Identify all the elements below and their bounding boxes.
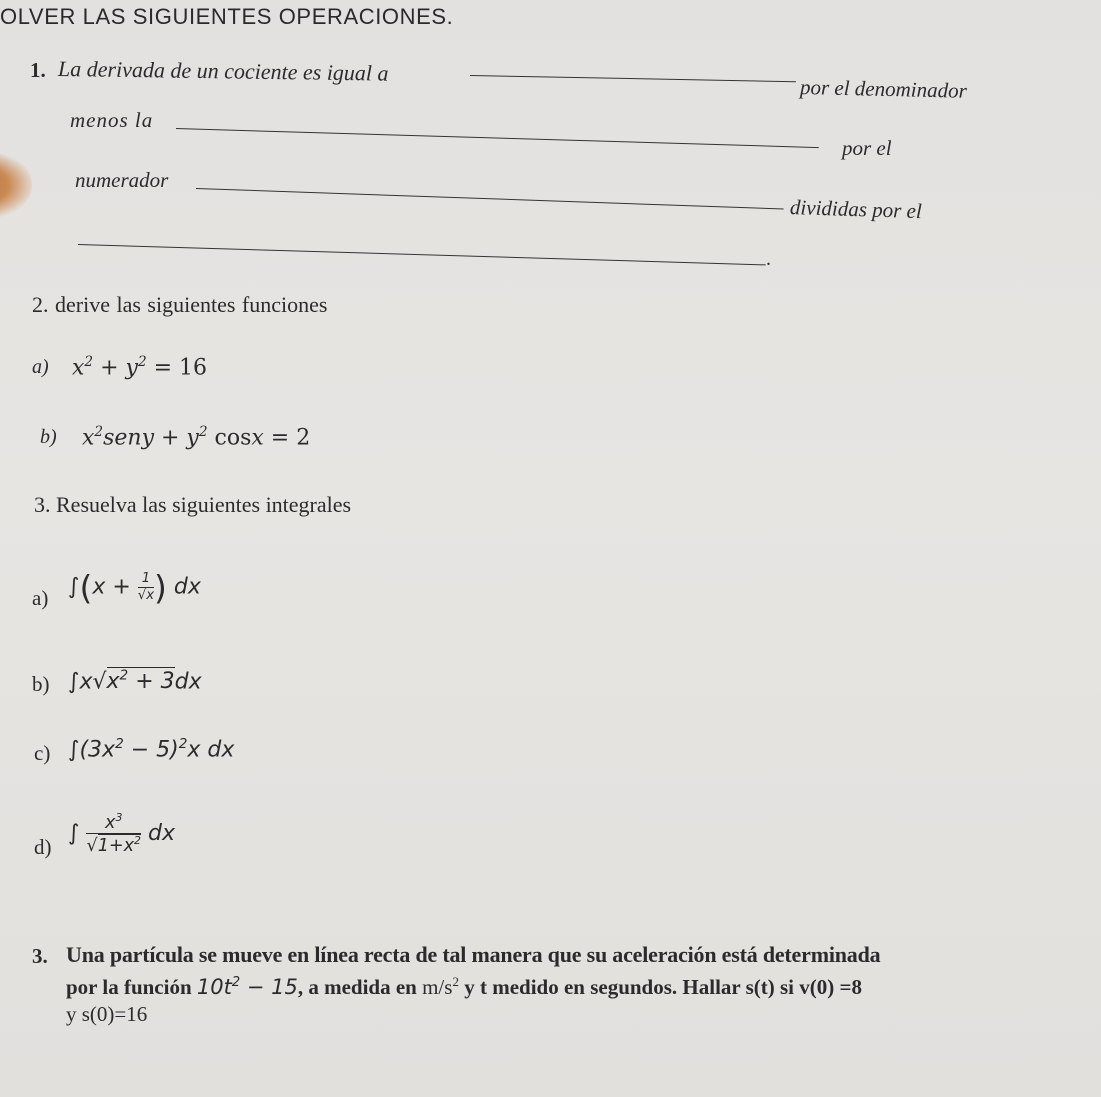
- q1-line1-text: La derivada de un cociente es igual a: [57, 56, 389, 86]
- q2b-equation: $x^2seny + y^2$ cosx = 2: [82, 424, 311, 451]
- q1-blank-4[interactable]: [78, 244, 766, 265]
- q3d-integral: ∫ $\frac{x^3}{√1+x^2}$ dx: [68, 811, 175, 857]
- q3b-label: b): [32, 672, 50, 696]
- q4-function: $10t^2 - 15$: [196, 975, 298, 999]
- q1-number: 1.: [30, 58, 46, 82]
- q4-line2-a: por la función: [66, 975, 192, 999]
- q4-line3: y s(0)=16: [66, 1002, 148, 1026]
- q4-line1: Una partícula se mueve en línea recta de tal manera que su aceleración está determinada: [66, 942, 881, 967]
- q4-unit: $m/s^2$: [422, 974, 459, 999]
- q1-blank-3[interactable]: [196, 188, 784, 210]
- q1-blank-1[interactable]: [470, 75, 796, 82]
- q2-title: 2. derive las siguientes funciones: [32, 292, 328, 317]
- q1-blank-2[interactable]: [176, 128, 819, 148]
- q2a-equation: $x^2 + y^2 = 16$: [72, 354, 208, 381]
- q1-line1-after: por el denominador: [799, 75, 968, 103]
- q4-number: 3.: [32, 944, 48, 968]
- q1-line4-period: .: [766, 248, 771, 270]
- q1-line3-after: divididas por el: [789, 195, 923, 224]
- q2b-label: b): [40, 426, 57, 448]
- q4-line2-b: , a medida en: [297, 975, 417, 999]
- q2a-label: a): [32, 356, 49, 378]
- q3-title: 3. Resuelva las siguientes integrales: [34, 492, 352, 517]
- q3b-integral: $\int x√x^2 + 3dx$: [68, 668, 202, 695]
- q3a-label: a): [32, 586, 49, 610]
- q3d-label: d): [34, 835, 52, 859]
- q1-line2-after: por el: [842, 136, 892, 160]
- q1-line3-text: numerador: [75, 168, 169, 192]
- q1-line2-text: menos la: [70, 108, 154, 132]
- q3a-integral: ∫(x + $\frac{1}{√x}$ ) dx: [68, 568, 201, 607]
- finger-shadow: [0, 150, 32, 220]
- q4-line2: [66, 974, 862, 1000]
- q4-line2-c: y t medido en segundos. Hallar s(t) si v(0) =8: [464, 975, 862, 999]
- q3c-label: c): [34, 741, 51, 765]
- q3c-integral: $\int(3x^2 - 5)^2x$ dx: [68, 736, 235, 763]
- page-heading: OLVER LAS SIGUIENTES OPERACIONES.: [0, 4, 454, 29]
